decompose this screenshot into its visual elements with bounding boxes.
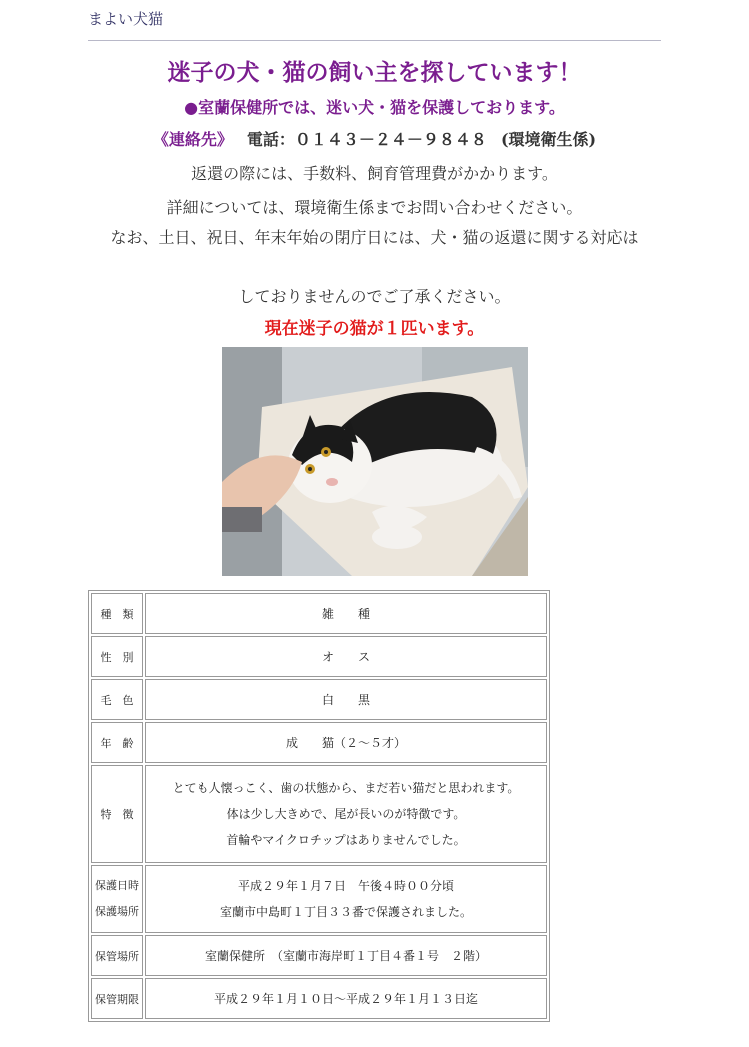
table-row <box>91 636 547 677</box>
row-value: 平成２９年１月１０日～平成２９年１月１３日迄 <box>145 978 547 1019</box>
key-line: 保護日時 <box>95 879 139 892</box>
row-key: 特 徴 <box>91 765 143 863</box>
row-key: 種 類 <box>91 593 143 634</box>
row-value <box>145 865 547 933</box>
row-value <box>145 765 547 863</box>
fee-note: 返還の際には、手数料、飼育管理費がかかります。 <box>191 164 558 183</box>
row-key: 保管期限 <box>91 978 143 1019</box>
row-value: オ ス <box>145 636 547 677</box>
site-title: まよい犬猫 <box>88 10 164 28</box>
inquiry-note: 詳細については、環境衛生係までお問い合わせください。 <box>166 198 583 217</box>
row-key: 毛 色 <box>91 679 143 720</box>
contact-label: 《連絡先》 <box>152 130 233 149</box>
table-row <box>91 593 547 634</box>
value-line: 平成２９年１月７日 午後４時００分頃 <box>237 879 454 893</box>
table-row <box>91 978 547 1019</box>
contact-phone: 電話：０１４３－２４－９８４８ <box>246 130 487 149</box>
row-value: 成 猫（２～５才） <box>145 722 547 763</box>
value-line: とても人懐っこく、歯の状態から、まだ若い猫だと思われます。 <box>172 781 520 795</box>
row-value: 室蘭保健所 （室蘭市海岸町１丁目４番１号 ２階） <box>145 935 547 976</box>
value-line: 首輪やマイクロチップはありませんでした。 <box>226 833 466 847</box>
holiday-note-line1: なお、土日、祝日、年末年始の閉庁日には、犬・猫の返還に関する対応は <box>110 228 639 247</box>
table-row <box>91 722 547 763</box>
table-row <box>91 935 547 976</box>
row-value: 白 黒 <box>145 679 547 720</box>
page-title: 迷子の犬・猫の飼い主を探しています！ <box>167 59 582 86</box>
row-key <box>91 865 143 933</box>
table-row <box>91 765 547 863</box>
contact-section: (環境衛生係) <box>500 130 597 149</box>
header-divider <box>88 40 661 41</box>
lost-cat-photo <box>222 347 528 576</box>
table-row <box>91 865 547 933</box>
row-key: 保管場所 <box>91 935 143 976</box>
value-line: 体は少し大きめで、尾が長いのが特徴です。 <box>226 807 466 821</box>
row-key: 性 別 <box>91 636 143 677</box>
intro-text: ●室蘭保健所では、迷い犬・猫を保護しております。 <box>184 98 565 117</box>
row-value: 雑 種 <box>145 593 547 634</box>
holiday-note-line2: しておりませんのでご了承ください。 <box>238 287 511 306</box>
table-row <box>91 679 547 720</box>
contact-line <box>0 127 749 150</box>
value-line: 室蘭市中島町１丁目３３番で保護されました。 <box>219 905 472 919</box>
key-line: 保護場所 <box>95 905 139 918</box>
row-key: 年 齢 <box>91 722 143 763</box>
cat-info-table <box>88 590 550 1022</box>
current-notice: 現在迷子の猫が１匹います。 <box>264 319 485 339</box>
